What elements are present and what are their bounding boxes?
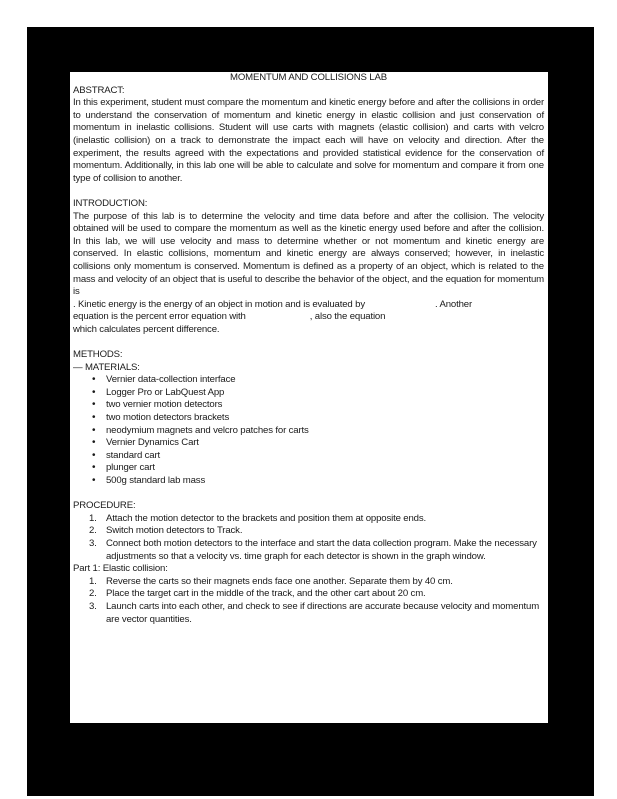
introduction-text: The purpose of this lab is to determine the velocity and time data before and after the collision. The velocity obtained will be used to compare the momentum as well as the kinetic energy used before and after the collision. In this lab, we will use velocity and mass to determine whether or not momentum and kinetic energy are conserved. In elastic collisions, momentum and kinetic energy are always conserved; however, in inelastic collisions only momentum is conserved. Momentum is defined as a property of an object, which is related to the mass and velocity of an object that is useful to describe the behavior of the object, and the equation for momentum is — [73, 210, 544, 298]
materials-heading: — MATERIALS: — [73, 361, 140, 373]
list-item: • Logger Pro or LabQuest App — [106, 387, 544, 400]
list-item: • two motion detectors brackets — [106, 412, 544, 425]
materials-list — [73, 374, 544, 487]
kinetic-text-a: . Kinetic energy is the energy of an object in motion and is evaluated by — [73, 298, 365, 310]
list-item: • Vernier data-collection interface — [106, 374, 544, 387]
step-text: Launch carts into each other, and check to see if directions are accurate because velocity and momentum are vector quantities. — [106, 600, 540, 625]
list-item: • standard cart — [106, 450, 544, 463]
list-item: • 500g standard lab mass — [106, 475, 544, 488]
methods-heading: METHODS: — [73, 349, 123, 361]
document-page — [70, 72, 548, 723]
step-text: Switch motion detectors to Track. — [106, 525, 243, 537]
list-item — [89, 588, 544, 601]
procedure-heading: PROCEDURE: — [73, 500, 136, 512]
step-number: 2. — [89, 525, 97, 537]
introduction-heading: INTRODUCTION: — [73, 197, 148, 209]
abstract-heading: ABSTRACT: — [73, 84, 125, 96]
document-title: MOMENTUM AND COLLISIONS LAB — [230, 72, 387, 83]
list-item — [89, 575, 544, 589]
part1-heading: Part 1: Elastic collision: — [73, 563, 168, 575]
step-text: Reverse the carts so their magnets ends face one another. Separate them by 40 cm. — [106, 575, 453, 587]
step-number: 2. — [89, 588, 97, 600]
error-text-a: equation is the percent error equation with — [73, 311, 246, 323]
abstract-text: In this experiment, student must compare the momentum and kinetic energy before and after the collisions in order to understand the conservation of momentum and kinetic energy in elastic collision and just conservation of momentum in inelastic collisions. Student will use carts with magnets (elastic collision) and carts with velcro (inelastic collision) on a track to demonstrate the impact each will have on velocity and direction. After the experiment, the results agreed with the expectations and provided statistical evidence for the conservation of momentum. Additionally, in this lab one will be able to calculate and solve for momentum and compare it from one type of collision to another. — [73, 97, 544, 184]
step-text: Place the target cart in the middle of the track, and the other cart about 20 cm. — [106, 588, 426, 600]
list-item — [89, 525, 544, 538]
list-item — [89, 512, 544, 526]
introduction-kinetic-line — [73, 299, 544, 312]
part1-list — [73, 576, 544, 626]
step-number: 3. — [89, 537, 97, 549]
list-item: • two vernier motion detectors — [106, 399, 544, 412]
introduction-error-line — [73, 311, 544, 324]
introduction-last-line: which calculates percent difference. — [73, 323, 220, 335]
step-number: 3. — [89, 600, 97, 612]
list-item — [89, 537, 544, 563]
error-text-b: , also the equation — [309, 311, 386, 323]
list-item: • neodymium magnets and velcro patches for carts — [106, 425, 544, 438]
list-item — [89, 600, 544, 626]
step-number: 1. — [89, 575, 97, 587]
procedure-list — [73, 513, 544, 563]
step-number: 1. — [89, 512, 97, 524]
step-text: Attach the motion detector to the brackets and position them at opposite ends. — [106, 512, 427, 524]
list-item: • plunger cart — [106, 462, 544, 475]
step-text: Connect both motion detectors to the interface and start the data collection program. Make the necessary adjustments so that a velocity vs. time graph for each detector is shown in the graph window. — [106, 537, 537, 562]
list-item: • Vernier Dynamics Cart — [106, 437, 544, 450]
kinetic-text-b: . Another — [434, 298, 473, 310]
